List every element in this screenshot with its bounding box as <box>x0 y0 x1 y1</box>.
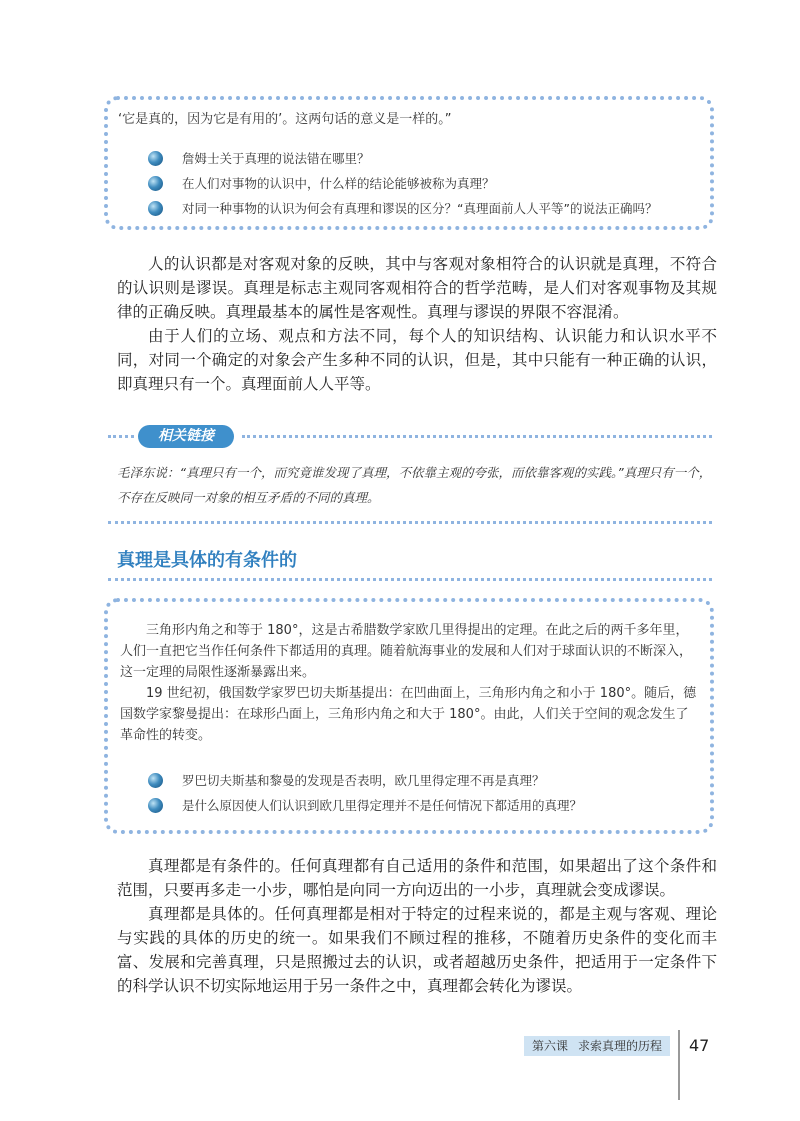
related-link-text: 毛泽东说：“真理只有一个，而究竟谁发现了真理，不依靠主观的夸张，而依靠客观的实践。”真理只有一个，不存在反映同一对象的相互矛盾的不同的真理。 <box>117 465 712 505</box>
question-text: 对同一种事物的认识为何会有真理和谬误的区分？“真理面前人人平等”的说法正确吗？ <box>182 201 658 216</box>
bullet-icon <box>148 176 163 191</box>
bullet-icon <box>148 773 163 788</box>
body-section-2 <box>117 854 717 998</box>
lesson-number: 第六课 <box>532 1039 569 1053</box>
discussion-questions <box>148 146 657 221</box>
paragraph: 由于人们的立场、观点和方法不同，每个人的知识结构、认识能力和认识水平不同，对同一个确定的对象会产生多种不同的认识，但是，其中只能有一种正确的认识，即真理只有一个。真理面前人人平等。 <box>117 327 717 393</box>
question-text: 是什么原因使人们认识到欧几里得定理并不是任何情况下都适用的真理？ <box>182 798 583 813</box>
question-text: 罗巴切夫斯基和黎曼的发现是否表明，欧几里得定理不再是真理？ <box>182 773 545 788</box>
footer-divider <box>678 1030 680 1100</box>
paragraph: 真理都是具体的。任何真理都是相对于特定的过程来说的，都是主观与客观、理论与实践的具体的历史的统一。如果我们不顾过程的推移，不随着历史条件的变化而丰富、发展和完善真理，只是照搬过去的认识，或者超越历史条件，把适用于一定条件下的科学认识不切实际地运用于另一条件之中，真理都会转化为谬误。 <box>117 905 717 995</box>
list-item <box>148 768 582 793</box>
dotted-divider <box>108 578 712 581</box>
paragraph: 真理都是有条件的。任何真理都有自己适用的条件和范围，如果超出了这个条件和范围，只要再多走一小步，哪怕是向同一方向迈出的一小步，真理就会变成谬误。 <box>117 857 717 899</box>
list-item <box>148 196 657 221</box>
discussion-quote: ‘它是真的，因为它是有用的’。这两句话的意义是一样的。” <box>118 112 452 127</box>
dotted-divider <box>108 521 712 524</box>
page-number: 47 <box>689 1036 710 1055</box>
paragraph: 人的认识都是对客观对象的反映，其中与客观对象相符合的认识就是真理，不符合的认识则是谬误。真理是标志主观同客观相符合的哲学范畴，是人们对客观事物及其规律的正确反映。真理最基本的属性是客观性。真理与谬误的界限不容混淆。 <box>117 255 717 321</box>
bullet-icon <box>148 151 163 166</box>
question-text: 在人们对事物的认识中，什么样的结论能够被称为真理？ <box>182 176 495 191</box>
paragraph: 19 世纪初，俄国数学家罗巴切夫斯基提出：在凹曲面上，三角形内角之和小于 180°。随后，德国数学家黎曼提出：在球形凸面上，三角形内角之和大于 180°。由此，人们关于空间的观念发生了革命性的转变。 <box>120 686 697 743</box>
list-item <box>148 171 657 196</box>
dotted-divider <box>242 435 712 438</box>
bullet-icon <box>148 201 163 216</box>
question-text: 詹姆士关于真理的说法错在哪里？ <box>182 151 370 166</box>
paragraph: 三角形内角之和等于 180°，这是古希腊数学家欧几里得提出的定理。在此之后的两千多年里，人们一直把它当作任何条件下都适用的真理。随着航海事业的发展和人们对于球面认识的不断深入，这一定理的局限性逐渐暴露出来。 <box>120 623 693 680</box>
dotted-divider <box>108 435 134 438</box>
bullet-icon <box>148 798 163 813</box>
body-section-1 <box>117 252 717 396</box>
footer-lesson <box>524 1036 670 1056</box>
reading-text <box>120 620 700 746</box>
related-link-badge: 相关链接 <box>138 425 234 448</box>
list-item <box>148 146 657 171</box>
reading-questions <box>148 768 582 818</box>
lesson-title: 求索真理的历程 <box>578 1039 663 1053</box>
list-item <box>148 793 582 818</box>
section-title: 真理是具体的有条件的 <box>117 550 297 571</box>
